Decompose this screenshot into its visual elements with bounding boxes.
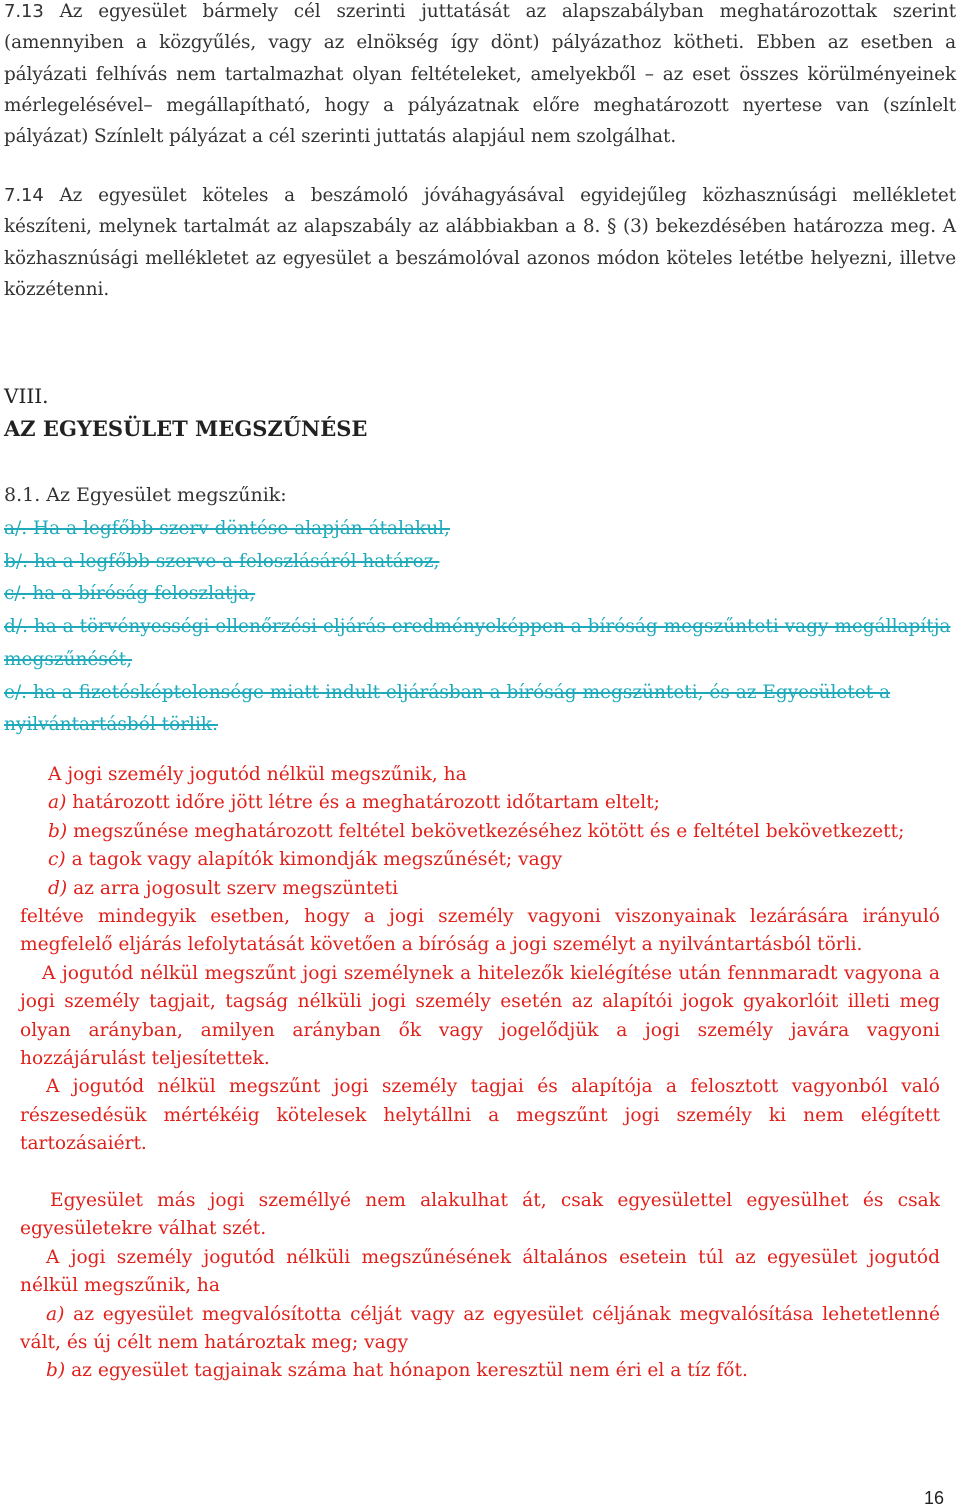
red2-item-b xyxy=(20,1357,940,1385)
red-block-1 xyxy=(20,761,940,1159)
red-item-c-label: c) xyxy=(48,849,66,871)
red-item-b-text: megszűnése meghatározott feltétel bekövetkezéséhez kötött és e feltétel bekövetkezett; xyxy=(73,820,905,842)
red-item-a-label: a) xyxy=(48,792,67,814)
struck-list xyxy=(4,513,956,742)
red-intro: A jogi személy jogutód nélkül megszűnik, ha xyxy=(48,764,467,785)
struck-item-c: c/. ha a bíróság feloszlatja, xyxy=(4,583,256,605)
paragraph-7-14 xyxy=(4,180,956,305)
red-block-2 xyxy=(20,1187,940,1386)
red-paragraph-2: A jogutód nélkül megszűnt jogi személynek a hitelezők kielégítése után fennmaradt vagyona a jogi személy tagjait, tagság nélküli jogi személy esetén az alapítói jogok gyakorlóit illeti meg olyan arányban, amilyen arányban ők vagy jogelődjük a jogi személy javára vagyoni hozzájárulást teljesítettek. xyxy=(20,962,940,1070)
page-number: 16 xyxy=(923,1488,944,1508)
section-number: VIII. xyxy=(4,384,49,408)
red-paragraph-3: A jogutód nélkül megszűnt jogi személy tagjai és alapítója a felosztott vagyonból való részesedésük mértékéig kötelesek helytállni a megszűnt jogi személy ki nem elégített tartozásaiért. xyxy=(20,1076,940,1155)
paragraph-8-1-intro: 8.1. Az Egyesület megszűnik: xyxy=(4,484,287,506)
red2-paragraph-2: A jogi személy jogutód nélküli megszűnésének általános esetein túl az egyesület jogutód nélkül megszűnik, ha xyxy=(20,1246,940,1297)
paragraph-7-14-number: 7.14 xyxy=(4,185,44,206)
red2-paragraph-1: Egyesület más jogi személlyé nem alakulhat át, csak egyesülettel egyesülhet és csak egyesületekre válhat szét. xyxy=(20,1190,940,1240)
red-item-a-text: határozott időre jött létre és a meghatározott időtartam eltelt; xyxy=(72,792,660,814)
red-item-d-label: d) xyxy=(48,877,68,899)
paragraph-7-13-number: 7.13 xyxy=(4,1,44,22)
red-item-c-text: a tagok vagy alapítók kimondják megszűnését; vagy xyxy=(71,849,563,871)
paragraph-7-14-text: Az egyesület köteles a beszámoló jóváhagyásával egyidejűleg közhasznúsági mellékletet készíteni, melynek tartalmát az alapszabály az alábbiakban a 8. § (3) bekezdésében határozza meg. A közhasznúsági mellékletet az egyesület a beszámolóval azonos módon köteles letétbe helyezni, illetve közzétenni. xyxy=(4,185,956,300)
red2-item-a-label: a) xyxy=(46,1303,65,1325)
red-item-a xyxy=(20,789,940,817)
paragraph-7-13-text: Az egyesület bármely cél szerinti juttatását az alapszabályban meghatározottak szerint (amennyiben a közgyűlés, vagy az elnökség így dönt) pályázathoz kötheti. Ebben az esetben a pályázati felhívás nem tartalmazhat olyan feltételeket, amelyekből – az eset összes körülményeinek mérlegelésével– megállapítható, hogy a pályázatnak előre meghatározott nyertese van (színlelt pályázat) Színlelt pályázat a cél szerinti juttatás alapjául nem szolgálhat. xyxy=(4,1,957,148)
struck-item-e: e/. ha a fizetésképtelensége miatt indult eljárásban a bíróság megszünteti, és az Egyesületet a nyilvántartásból törlik. xyxy=(4,681,891,736)
struck-item-d: d/. ha a törvényességi ellenőrzési eljárás eredményeképpen a bíróság megszűnteti vagy megállapítja megszűnését, xyxy=(4,616,951,670)
paragraph-7-13 xyxy=(4,0,956,152)
red-item-c xyxy=(20,846,940,874)
red-closing: feltéve mindegyik esetben, hogy a jogi személy vagyoni viszonyainak lezárására irányuló megfelelő eljárás lefolytatását követően a bíróság a jogi személyt a nyilvántartásból törli. xyxy=(20,906,940,956)
red2-item-b-label: b) xyxy=(46,1360,66,1382)
red2-item-a-text: az egyesület megvalósította célját vagy az egyesület céljának megvalósítása lehetetlenné vált, és új célt nem határoztak meg; vagy xyxy=(20,1303,940,1354)
red-item-d-text: az arra jogosult szerv megszünteti xyxy=(73,877,399,899)
struck-item-b: b/. ha a legfőbb szerve a feloszlásáról határoz, xyxy=(4,550,440,572)
red-item-d xyxy=(20,875,940,903)
section-title: AZ EGYESÜLET MEGSZŰNÉSE xyxy=(4,416,368,441)
red2-item-a xyxy=(20,1301,940,1358)
red-item-b xyxy=(20,818,940,846)
struck-item-a: a/. Ha a legfőbb szerv döntése alapján átalakul, xyxy=(4,518,450,539)
red2-item-b-text: az egyesület tagjainak száma hat hónapon keresztül nem éri el a tíz főt. xyxy=(71,1360,748,1382)
red-item-b-label: b) xyxy=(48,820,68,842)
